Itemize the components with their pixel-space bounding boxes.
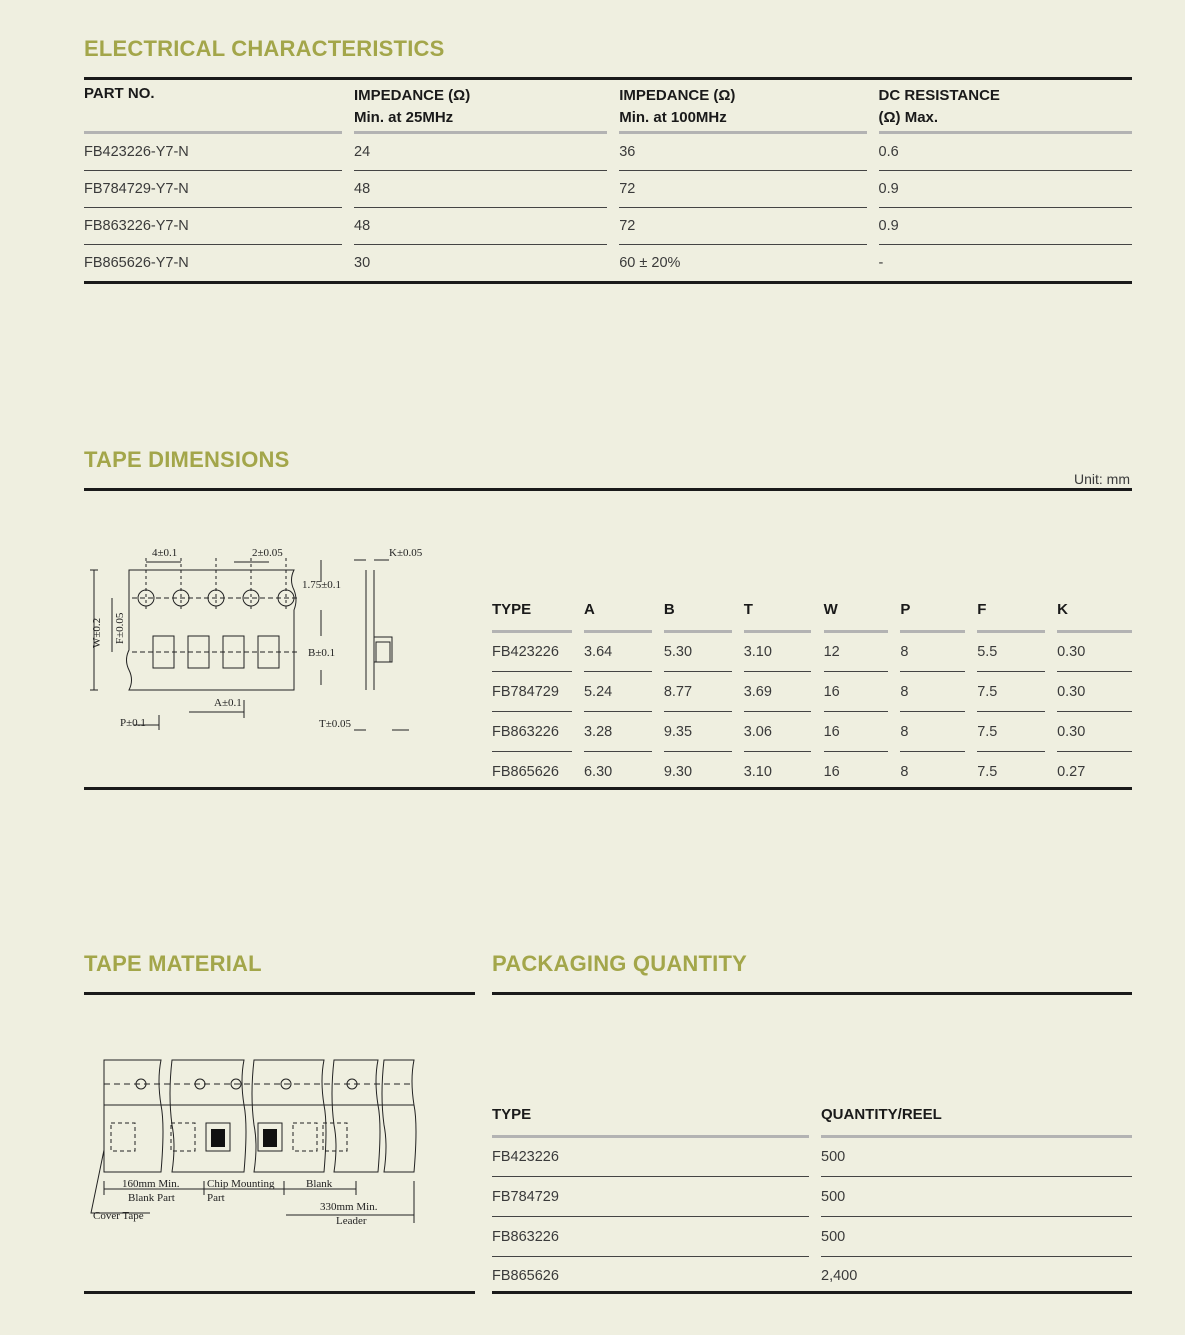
w-label: W±0.2 [91, 617, 103, 648]
table-row: FB865626 6.30 9.30 3.10 16 8 7.5 0.27 [492, 763, 1086, 780]
tape-dimensions-table [492, 597, 1132, 791]
b-label: B±0.1 [308, 647, 336, 659]
electrical-bottom-rule [84, 281, 1132, 284]
header-a: A [584, 597, 652, 633]
table-row [84, 208, 1132, 245]
electrical-table [84, 80, 1132, 281]
table-row: FB865626 2,400 [492, 1268, 858, 1284]
table-row: FB863226 3.28 9.35 3.06 16 8 7.5 0.30 [492, 712, 1132, 752]
part-number: FB865626-Y7-N [84, 255, 189, 271]
tape-material-title: TAPE MATERIAL [84, 951, 262, 976]
unit-label: Unit: mm [1074, 471, 1130, 487]
tape-material-top-rule [84, 992, 475, 995]
electrical-header-dcr: DC RESISTANCE (Ω) Max. [879, 80, 1132, 134]
table-row [84, 245, 1132, 281]
tape-dimensions-top-rule [84, 488, 1132, 491]
table-row [84, 134, 1132, 171]
a-label: A±0.1 [214, 697, 242, 709]
packaging-top-rule [492, 992, 1132, 995]
hole-offset-label: 1.75±0.1 [302, 579, 342, 591]
pitch-holes-label: 4±0.1 [152, 547, 178, 559]
chip-mounting-label: Chip Mounting [207, 1178, 275, 1190]
t-label: T±0.05 [319, 718, 352, 730]
dc-resistance: 0.9 [879, 208, 1132, 245]
header-w: W [824, 597, 889, 633]
electrical-title: ELECTRICAL CHARACTERISTICS [84, 36, 445, 61]
part-number: FB784729-Y7-N [84, 171, 342, 208]
tape-dimension-diagram [84, 540, 434, 750]
leader-length-label: 330mm Min. [320, 1201, 378, 1213]
impedance-100mhz: 36 [619, 134, 866, 171]
header-t: T [744, 597, 812, 633]
electrical-header-row [84, 80, 1132, 134]
tape-header-row [492, 597, 1132, 633]
f-label: F±0.05 [114, 612, 126, 644]
packaging-title: PACKAGING QUANTITY [492, 951, 747, 976]
dc-resistance: 0.9 [879, 171, 1132, 208]
impedance-100mhz: 72 [619, 171, 866, 208]
impedance-25mhz: 48 [354, 208, 607, 245]
table-row [84, 171, 1132, 208]
packaging-table [492, 1102, 1132, 1295]
impedance-25mhz: 48 [354, 171, 607, 208]
header-type: TYPE [492, 1102, 809, 1138]
electrical-header-part: PART NO. [84, 80, 342, 134]
table-row: FB784729 500 [492, 1177, 1132, 1217]
table-row: FB423226 3.64 5.30 3.10 12 8 5.5 0.30 [492, 633, 1132, 672]
k-label: K±0.05 [389, 547, 423, 559]
header-p: P [900, 597, 965, 633]
leader-label: Leader [336, 1215, 367, 1227]
header-type: TYPE [492, 597, 572, 633]
tape-dimensions-title: TAPE DIMENSIONS [84, 447, 290, 472]
chip-mounting-part-label: Part [207, 1192, 225, 1204]
p-label: P±0.1 [120, 717, 146, 729]
header-quantity: QUANTITY/REEL [821, 1102, 1132, 1138]
impedance-25mhz: 24 [354, 134, 607, 171]
part-number: FB863226-Y7-N [84, 208, 342, 245]
cover-tape-label: Cover Tape [93, 1210, 144, 1222]
part-number: FB423226-Y7-N [84, 134, 342, 171]
header-b: B [664, 597, 732, 633]
tape-material-bottom-rule [84, 1291, 475, 1294]
electrical-header-imp25: IMPEDANCE (Ω) Min. at 25MHz [354, 80, 607, 134]
packaging-bottom-rule [492, 1291, 1132, 1294]
packaging-header-row [492, 1102, 1132, 1138]
table-row: FB784729 5.24 8.77 3.69 16 8 7.5 0.30 [492, 672, 1132, 712]
header-f: F [977, 597, 1045, 633]
hole-dia-label: 2±0.05 [252, 547, 283, 559]
tape-material-diagram [86, 1055, 426, 1230]
blank-part-length-label: 160mm Min. [122, 1178, 180, 1190]
dc-resistance: - [878, 255, 884, 271]
dc-resistance: 0.6 [879, 134, 1132, 171]
blank-label: Blank [306, 1178, 333, 1190]
impedance-100mhz: 60 ± 20% [619, 255, 681, 271]
impedance-25mhz: 30 [354, 255, 371, 271]
impedance-100mhz: 72 [619, 208, 866, 245]
table-row: FB863226 500 [492, 1217, 1132, 1257]
electrical-header-imp100: IMPEDANCE (Ω) Min. at 100MHz [619, 80, 866, 134]
tape-dimensions-bottom-rule [84, 787, 1132, 790]
blank-part-label: Blank Part [128, 1192, 175, 1204]
table-row: FB423226 500 [492, 1138, 1132, 1177]
header-k: K [1057, 597, 1132, 633]
